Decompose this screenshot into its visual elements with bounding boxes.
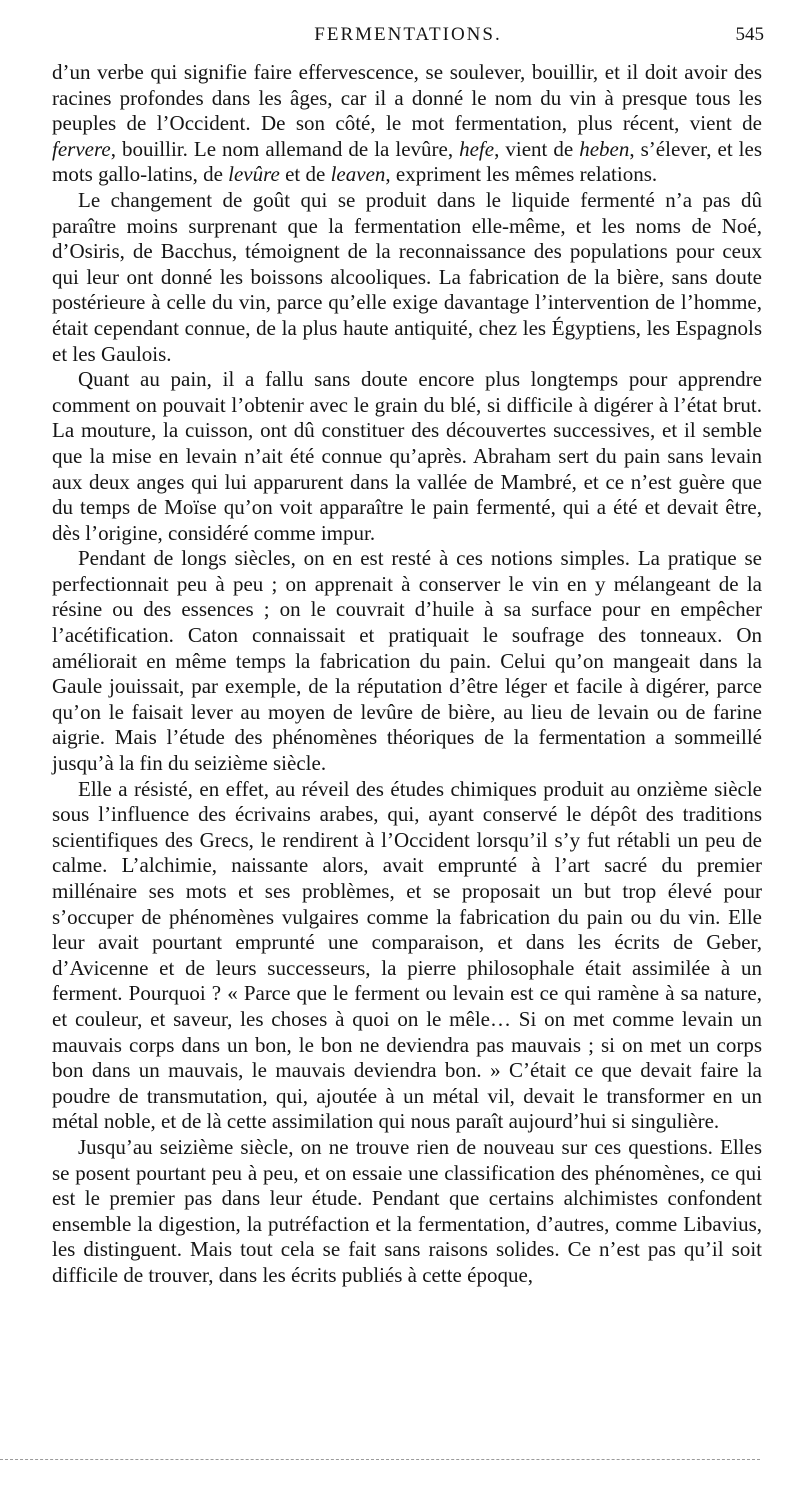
body-text <box>52 60 762 1289</box>
italic-term: levûre <box>228 162 280 187</box>
text-segment: Pendant de longs siècles, on en est resté à ces notions simples. La pratique se perfectionnait peu à peu ; on apprenait à conserver le vin en y mélangeant de la résine ou des essences ; on le couvrait d’huile à sa surface pour en empêcher l’acétification. Caton connaissait et pratiquait le soufrage des tonneaux. On améliorait en même temps la fabrication du pain. Celui qu’on mangeait dans la Gaule jouissait, par exemple, de la réputation d’être léger et facile à digérer, parce qu’on le faisait lever au moyen de levûre de bière, au lieu de levain ou de farine aigrie. Mais l’étude des phénomènes théoriques de la fermentation a sommeillé jusqu’à la fin du seizième siècle. <box>52 546 762 776</box>
text-segment: Jusqu’au seizième siècle, on ne trouve rien de nouveau sur ces questions. Elles se posent pourtant peu à peu, et on essaie une classification des phénomènes, ce qui est le premier pas dans leur étude. Pendant que certains alchimistes confondent ensemble la digestion, la putréfaction et la fermentation, d’autres, comme Libavius, les distinguent. Mais tout cela se fait sans raisons solides. Ce n’est pas qu’il soit difficile de trouver, dans les écrits publiés à cette époque, <box>52 1134 762 1287</box>
italic-term: fervere <box>52 136 111 161</box>
text-segment: et de <box>279 162 331 187</box>
paragraph <box>52 367 762 546</box>
text-segment: , expriment les mêmes relations. <box>385 162 658 187</box>
paragraph <box>52 60 762 188</box>
text-segment: , bouillir. Le nom allemand de la levûre, <box>110 136 460 161</box>
italic-term: leaven <box>330 162 386 187</box>
text-segment: , vient de <box>494 136 580 161</box>
text-segment: d’un verbe qui signifie faire effervescence, se soulever, bouillir, et il doit avoir des racines profondes dans les âges, car il a donné le nom du vin à presque tous les peuples de l’Occident. De son côté, le mot fermentation, plus récent, vient de <box>52 60 762 136</box>
italic-term: heben <box>579 136 630 161</box>
bottom-edge-rule <box>0 1459 760 1460</box>
page-header <box>52 24 764 54</box>
paragraph <box>52 188 762 367</box>
paragraph <box>52 777 762 1135</box>
text-segment: , s’élever, et les mots gallo-latins, de <box>52 136 762 187</box>
paragraph <box>52 546 762 776</box>
paragraph <box>52 1135 762 1289</box>
text-segment: Le changement de goût qui se produit dans le liquide fermenté n’a pas dû paraître moins surprenant que la fermentation elle-même, et les noms de Noé, d’Osiris, de Bacchus, témoignent de la reconnaissance des populations pour ceux qui leur ont donné les boissons alcooliques. La fabrication de la bière, sans doute postérieure à celle du vin, parce qu’elle exige davantage l’intervention de l’homme, était cependant connue, de la plus haute antiquité, chez les Égyptiens, les Espagnols et les Gaulois. <box>52 187 762 366</box>
italic-term: hefe <box>459 136 495 161</box>
running-title: FERMENTATIONS. <box>314 24 502 45</box>
text-segment: Elle a résisté, en effet, au réveil des études chimiques produit au onzième siècle sous l’influence des écrivains arabes, qui, ayant conservé le dépôt des traditions scientifiques des Grecs, le rendirent à l’Occident lorsqu’il s’y fut rétabli un peu de calme. L’alchimie, naissante alors, avait emprunté à l’art sacré du premier millénaire ses mots et ses problèmes, et se proposait un but trop élevé pour s’occuper de phénomènes vulgaires comme la fabrication du pain ou du vin. Elle leur avait pourtant emprunté une comparaison, et dans les écrits de Geber, d’Avicenne et de leurs successeurs, la pierre philosophale était assimilée à un ferment. Pourquoi ? « Parce que le ferment ou levain est ce qui ramène à sa nature, et couleur, et saveur, les choses à quoi on le mêle… Si on met comme levain un mauvais corps dans un bon, le bon ne deviendra pas mauvais ; si on met un corps bon dans un mauvais, le mauvais deviendra bon. » C’était ce que devait faire la poudre de transmutation, qui, ajoutée à un métal vil, devait le transformer en un métal noble, et de là cette assimilation qui nous paraît aujourd’hui si singulière. <box>52 776 762 1134</box>
text-segment: Quant au pain, il a fallu sans doute encore plus longtemps pour apprendre comment on pouvait l’obtenir avec le grain du blé, si difficile à digérer à l’état brut. La mouture, la cuisson, ont dû constituer des découvertes successives, et il semble que la mise en levain n’ait été connue qu’après. Abraham sert du pain sans levain aux deux anges qui lui apparurent dans la vallée de Mambré, et ce n’est guère que du temps de Moïse qu’on voit apparaître le pain fermenté, qui a été et devait être, dès l’origine, considéré comme impur. <box>52 367 762 545</box>
page-number: 545 <box>735 24 764 45</box>
